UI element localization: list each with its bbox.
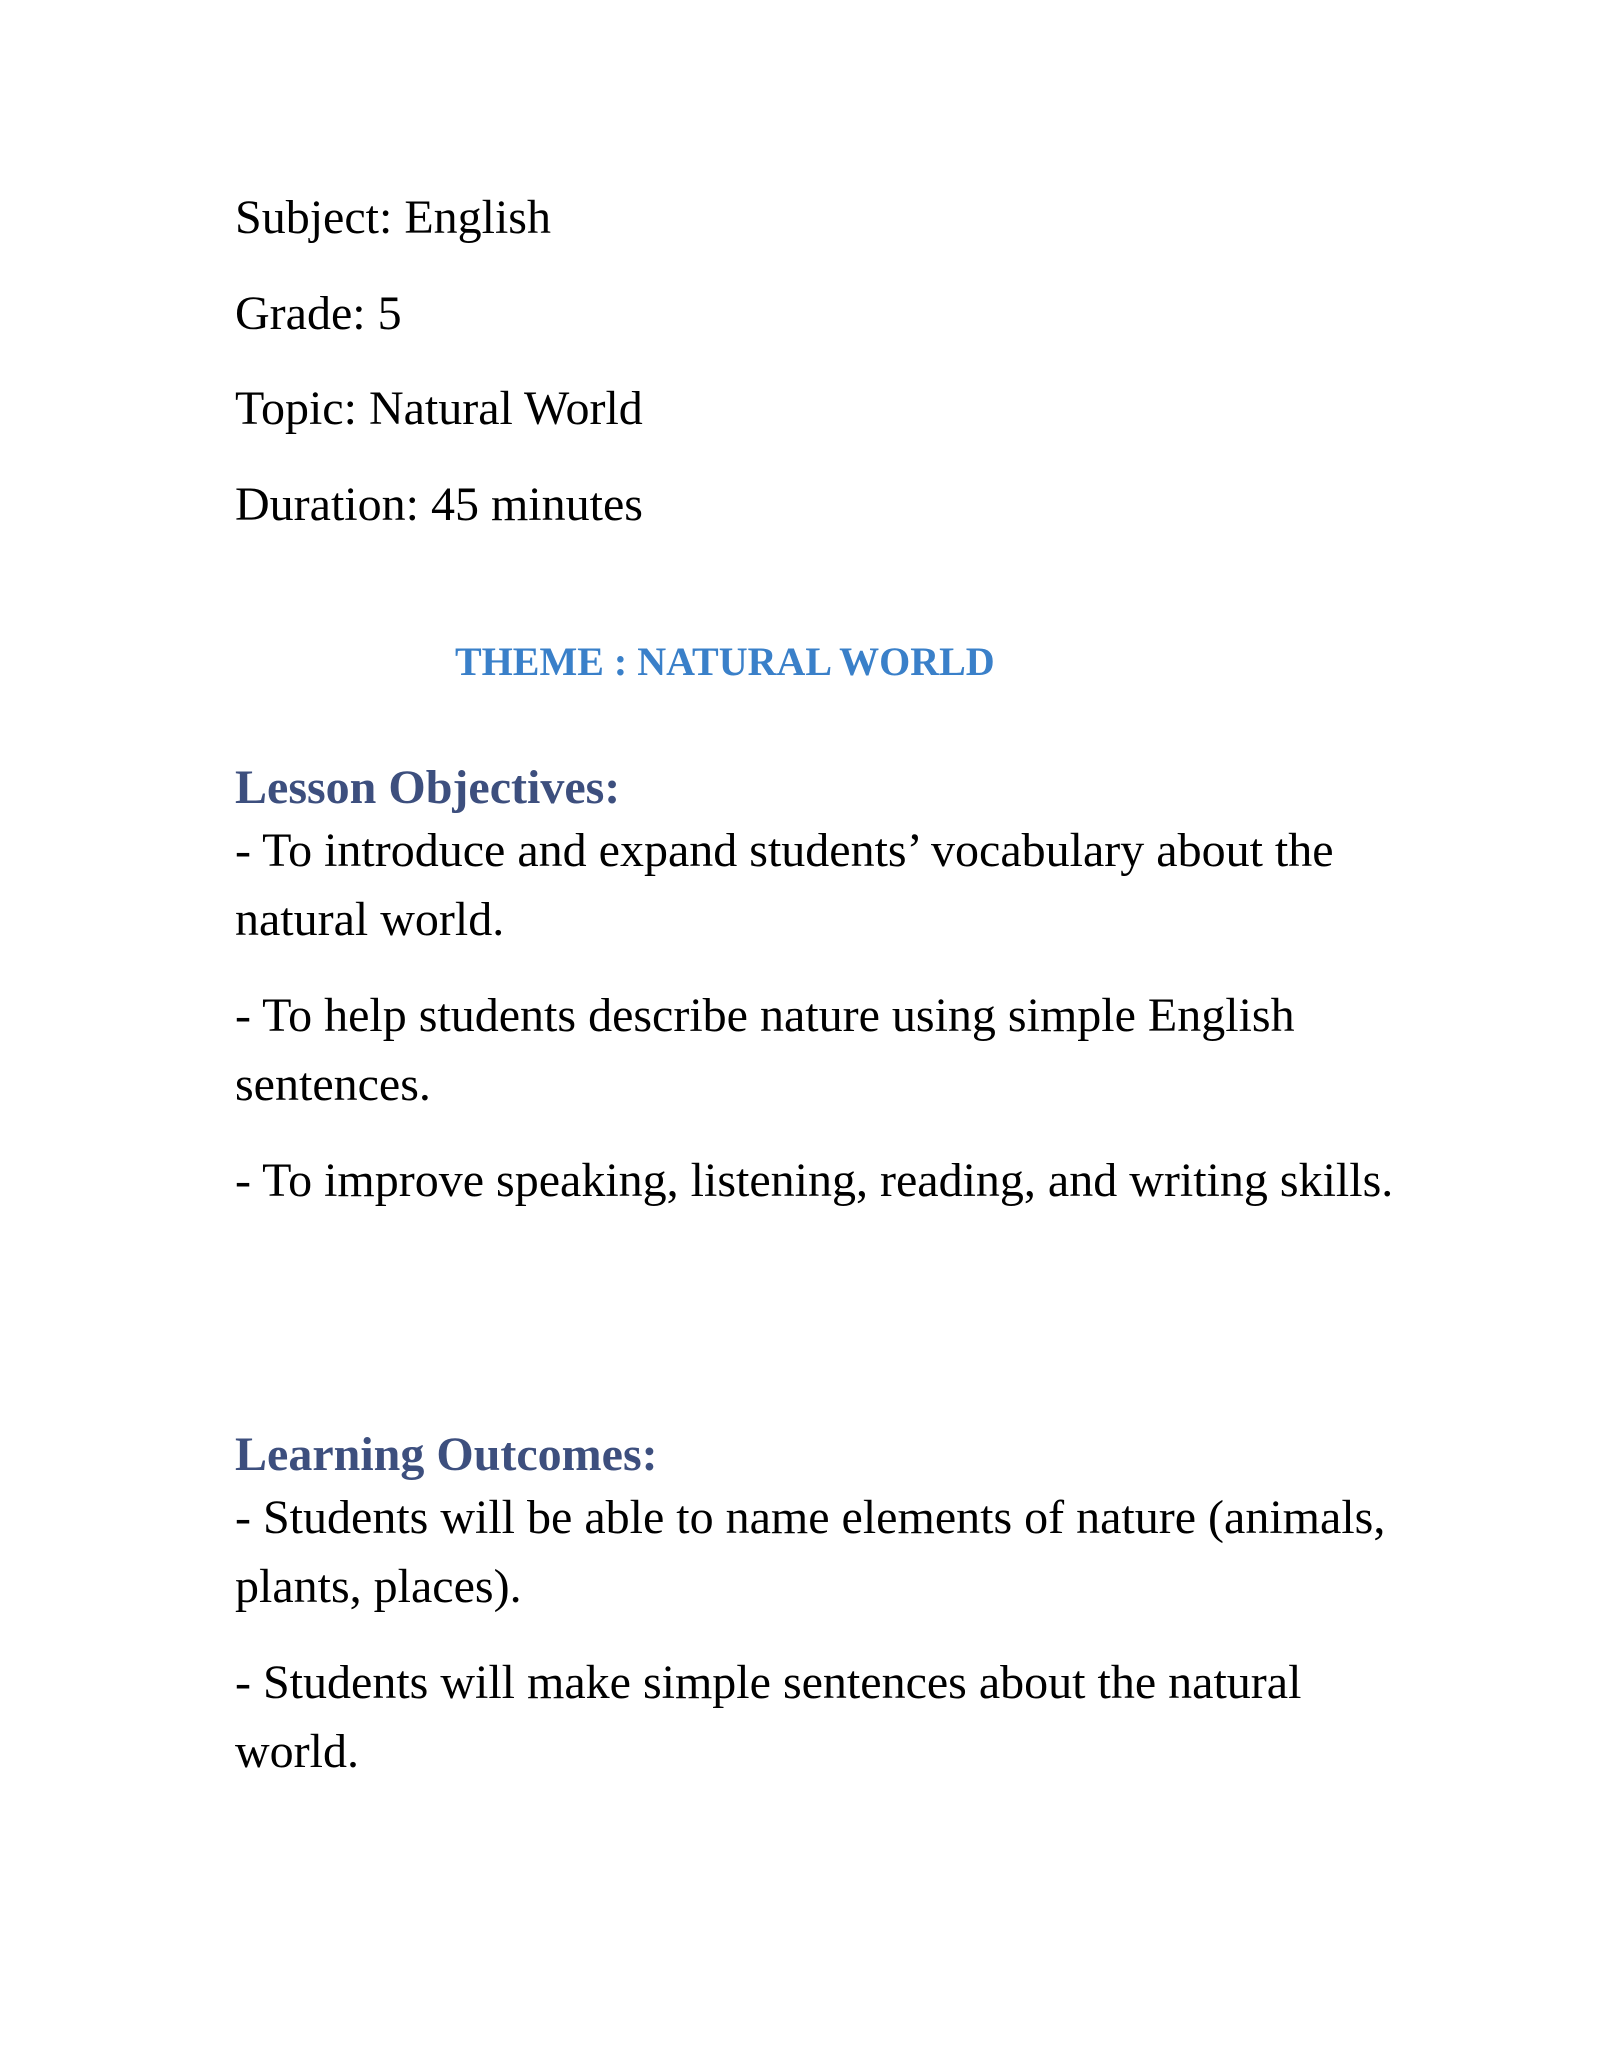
- outcome-item: - Students will make simple sentences about the natural world.: [235, 1656, 1302, 1778]
- objective-item: - To improve speaking, listening, reading, and writing skills.: [235, 1154, 1394, 1207]
- objective-item: - To help students describe nature using simple English sentences.: [235, 989, 1295, 1111]
- topic-line: Topic: Natural World: [235, 382, 643, 435]
- outcome-item: - Students will be able to name elements of nature (animals, plants, places).: [235, 1491, 1386, 1613]
- learning-outcomes-heading: Learning Outcomes:: [235, 1428, 658, 1481]
- lesson-objectives-heading: Lesson Objectives:: [235, 761, 621, 814]
- grade-line: Grade: 5: [235, 287, 402, 340]
- theme-title: THEME : NATURAL WORLD: [455, 639, 995, 684]
- duration-line: Duration: 45 minutes: [235, 478, 643, 531]
- learning-outcomes-section: [235, 1427, 1395, 1813]
- objective-item: - To introduce and expand students’ vocabulary about the natural world.: [235, 824, 1334, 946]
- lesson-objectives-section: [235, 760, 1395, 1242]
- subject-line: Subject: English: [235, 191, 551, 244]
